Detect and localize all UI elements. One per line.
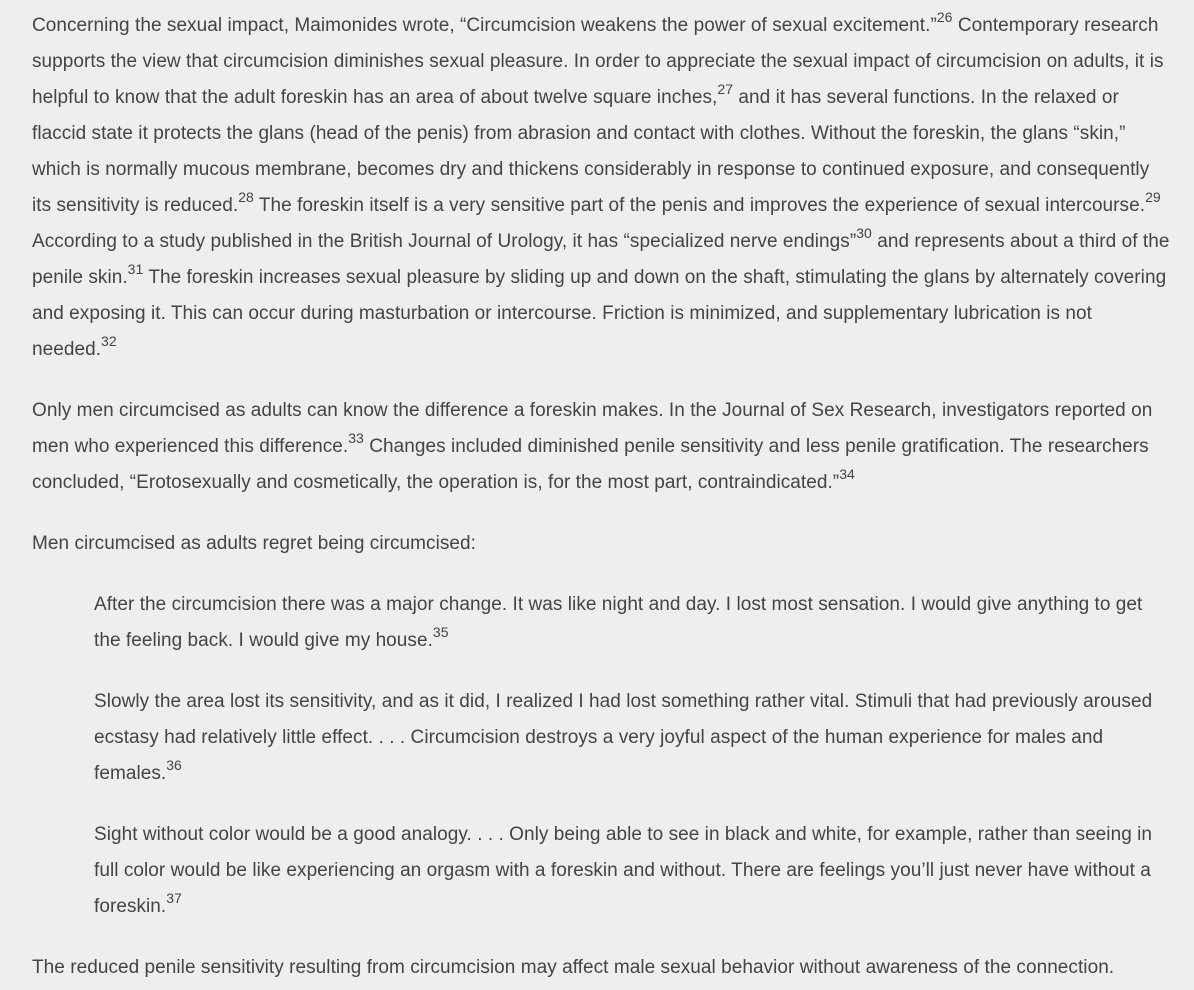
footnote-ref-34[interactable]: 34: [839, 465, 855, 482]
footnote-ref-32[interactable]: 32: [101, 332, 117, 349]
paragraph-text: Only men circumcised as adults can know the difference a foreskin makes. In the Journal of Sex Research, investigators reported on men who experienced this difference.: [32, 400, 1153, 457]
quote-text: [94, 684, 1170, 792]
quote-text: [94, 817, 1170, 925]
quote-body: Sight without color would be a good analogy. . . . Only being able to see in black and white, for example, rather than seeing in full color would be like experiencing an orgasm with a foreskin and without. There are feelings you’ll just never have without a foreskin.: [94, 824, 1153, 917]
paragraph-text: According to a study published in the British Journal of Urology, it has “specialized nerve endings”: [32, 231, 857, 252]
paragraph-foreskin-functions: [32, 8, 1170, 368]
paragraph-text: Concerning the sexual impact, Maimonides wrote, “Circumcision weakens the power of sexual excitement.”: [32, 15, 937, 36]
footnote-ref-29[interactable]: 29: [1145, 188, 1161, 205]
paragraph-closing: [32, 950, 1170, 986]
paragraph-text: Changes included diminished penile sensitivity and less penile gratification. The researchers concluded, “Erotosexually and cosmetically, the operation is, for the most part, contraindicated.”: [32, 436, 1149, 493]
quote-body: Slowly the area lost its sensitivity, and as it did, I realized I had lost something rather vital. Stimuli that had previously aroused ecstasy had relatively little effect. . . . Circumcision destroys a very joyful aspect of the human experience for males and females.: [94, 691, 1153, 784]
block-quote: [94, 684, 1170, 792]
footnote-ref-30[interactable]: 30: [856, 224, 872, 241]
quote-text: [94, 587, 1170, 659]
paragraph-text: and represents about a third of the penile skin.: [32, 231, 1170, 288]
footnote-ref-27[interactable]: 27: [717, 80, 734, 97]
paragraph-regret-intro: [32, 526, 1170, 562]
paragraph-text: and it has several functions. In the relaxed or flaccid state it protects the glans (head of the penis) from abrasion and contact with clothes. Without the foreskin, the glans “skin,” which is normally mucous membrane, becomes dry and thickens considerably in response to continued exposure, and consequently its sensitivity is reduced.: [32, 87, 1150, 216]
block-quote: [94, 587, 1170, 659]
quote-body: After the circumcision there was a major change. It was like night and day. I lost most sensation. I would give anything to get the feeling back. I would give my house.: [94, 594, 1143, 651]
block-quote: [94, 817, 1170, 925]
footnote-ref-31[interactable]: 31: [127, 260, 144, 277]
footnote-ref-28[interactable]: 28: [238, 188, 254, 205]
paragraph-text: Men circumcised as adults regret being circumcised:: [32, 533, 476, 554]
paragraph-text: The reduced penile sensitivity resulting from circumcision may affect male sexual behavior without awareness of the connection.: [32, 957, 1115, 978]
footnote-ref-33[interactable]: 33: [348, 429, 364, 446]
footnote-ref-35[interactable]: 35: [432, 623, 449, 640]
footnote-ref-36[interactable]: 36: [166, 756, 182, 773]
paragraph-text: The foreskin increases sexual pleasure by sliding up and down on the shaft, stimulating the glans by alternately covering and exposing it. This can occur during masturbation or intercourse. Friction is minimized, and supplementary lubrication is not needed.: [32, 267, 1167, 360]
footnote-ref-26[interactable]: 26: [936, 8, 953, 25]
paragraph-text: Contemporary research supports the view that circumcision diminishes sexual pleasure. In order to appreciate the sexual impact of circumcision on adults, it is helpful to know that the adult foreskin has an area of about twelve square inches,: [32, 15, 1164, 108]
paragraph-text: The foreskin itself is a very sensitive part of the penis and improves the experience of sexual intercourse.: [253, 195, 1146, 216]
paragraph-adult-circumcision: [32, 393, 1170, 501]
footnote-ref-37[interactable]: 37: [166, 889, 182, 906]
